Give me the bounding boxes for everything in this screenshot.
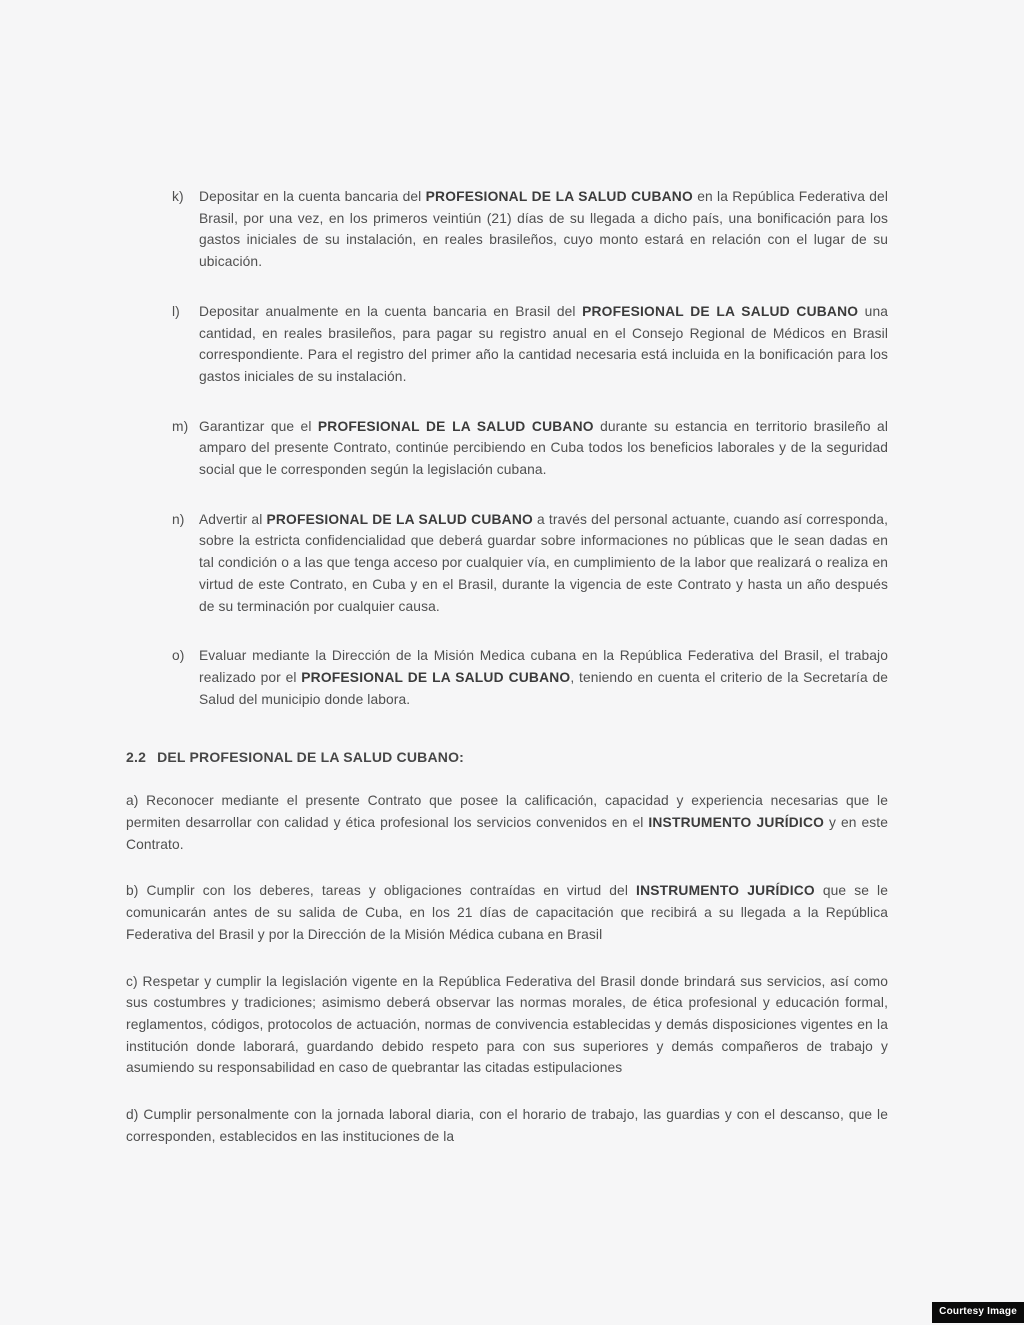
clause-b: [126, 880, 888, 945]
clause-k-text-pre: Depositar en la cuenta bancaria del: [199, 189, 426, 204]
clause-b-text-post: que se le comunicarán antes de su salida de Cuba, en los 21 días de capacitación que recibirá a su llegada a la República Federativa del Brasil y por la Dirección de la Misión Médica cubana en Brasil: [126, 883, 888, 942]
document-body: [126, 186, 888, 1148]
clause-n-text-bold: PROFESIONAL DE LA SALUD CUBANO: [266, 511, 533, 527]
clause-m-marker: m): [172, 418, 189, 434]
clause-a-text-post: y en este Contrato.: [126, 815, 888, 852]
clause-m: [172, 416, 888, 481]
clause-m-text-post: durante su estancia en territorio brasileño al amparo del presente Contrato, continúe percibiendo en Cuba todos los beneficios laborales y de la seguridad social que le corresponden según la legislación cubana.: [199, 418, 888, 478]
clause-n-text: [199, 509, 888, 618]
clause-l-text-bold: PROFESIONAL DE LA SALUD CUBANO: [582, 303, 859, 319]
clause-l-marker: l): [172, 303, 180, 319]
clause-k-text-bold: PROFESIONAL DE LA SALUD CUBANO: [425, 189, 693, 204]
clause-k-marker: k): [172, 189, 184, 204]
clause-c: [126, 971, 888, 1080]
clause-l-text: [199, 301, 888, 388]
clause-o-text-bold: PROFESIONAL DE LA SALUD CUBANO: [301, 669, 571, 685]
clause-a-text-bold: INSTRUMENTO JURÍDICO: [648, 815, 825, 831]
clause-m-text: [199, 416, 888, 481]
clause-a-text-pre: a) Reconocer mediante el presente Contrato que posee la calificación, capacidad y experiencia necesarias que le permiten desarrollar con calidad y ética profesional los servicios convenidos en el: [126, 793, 888, 831]
clause-m-text-bold: PROFESIONAL DE LA SALUD CUBANO: [317, 418, 594, 434]
section-title: DEL PROFESIONAL DE LA SALUD CUBANO:: [157, 749, 465, 766]
clause-o-text: [199, 645, 888, 710]
clause-a: [126, 790, 888, 855]
clause-b-text-pre: b) Cumplir con los deberes, tareas y obligaciones contraídas en virtud del: [126, 883, 637, 899]
clause-k-text-post: en la República Federativa del Brasil, por una vez, en los primeros veintiún (21) días de su llegada a dicho país, una bonificación para los gastos iniciales de su instalación, en reales brasileños, cuyo monto estará en relación con el lugar de su ubicación.: [199, 189, 888, 270]
clause-o-text-pre: Evaluar mediante la Dirección de la Misión Medica cubana en la República Federativa del Brasil, el trabajo realizado por el: [199, 648, 888, 685]
clause-o-text-post: , teniendo en cuenta el criterio de la Secretaría de Salud del municipio donde labora.: [199, 669, 888, 707]
section-number: 2.2: [126, 749, 147, 766]
clause-n-marker: n): [172, 511, 185, 527]
clause-n-text-pre: Advertir al: [199, 511, 267, 527]
clause-l-text-pre: Depositar anualmente en la cuenta bancaria en Brasil del: [199, 303, 583, 319]
clause-m-text-pre: Garantizar que el: [199, 418, 318, 434]
clause-b-text-bold: INSTRUMENTO JURÍDICO: [636, 883, 815, 899]
clause-l: [172, 301, 888, 388]
clause-k-text: [199, 186, 888, 273]
clause-o-marker: o): [172, 648, 185, 664]
lettered-clause-list: [172, 186, 888, 710]
clause-o: [172, 645, 888, 710]
clause-d: [126, 1104, 888, 1147]
clause-l-text-post: una cantidad, en reales brasileños, para pagar su registro anual en el Consejo Regional de Médicos en Brasil correspondiente. Para el registro del primer año la cantidad necesaria está incluida en la bonificación para los gastos iniciales de su instalación.: [199, 303, 888, 384]
clause-n-text-post: a través del personal actuante, cuando así corresponda, sobre la estricta confidencialidad que deberá guardar sobre informaciones no públicas que le sean dadas en tal condición o a las que tenga acceso por cualquier vía, en cumplimiento de la labor que realizará o realiza en virtud de este Contrato, en Cuba y en el Brasil, durante la vigencia de este Contrato y hasta un año después de su terminación por cualquier causa.: [199, 511, 888, 614]
clause-d-text-pre: d) Cumplir personalmente con la jornada laboral diaria, con el horario de trabajo, las guardias y con el descanso, que le corresponden, establecidos en las instituciones de la: [126, 1107, 888, 1144]
clause-n: [172, 509, 888, 618]
courtesy-image-badge: Courtesy Image: [932, 1302, 1024, 1323]
clause-c-text-pre: c) Respetar y cumplir la legislación vigente en la República Federativa del Brasil donde brindará sus servicios, así como sus costumbres y tradiciones; asimismo deberá observar las normas morales, de ética profesional y educación formal, reglamentos, códigos, protocolos de actuación, normas de convivencia establecidas y demás disposiciones vigentes en la institución donde laborará, guardando debido respeto para con sus superiores y demás compañeros de trabajo y asumiendo su responsabilidad en caso de quebrantar las citadas estipulaciones: [126, 973, 888, 1076]
section-heading-2-2: [126, 746, 888, 768]
clause-k: [172, 186, 888, 273]
